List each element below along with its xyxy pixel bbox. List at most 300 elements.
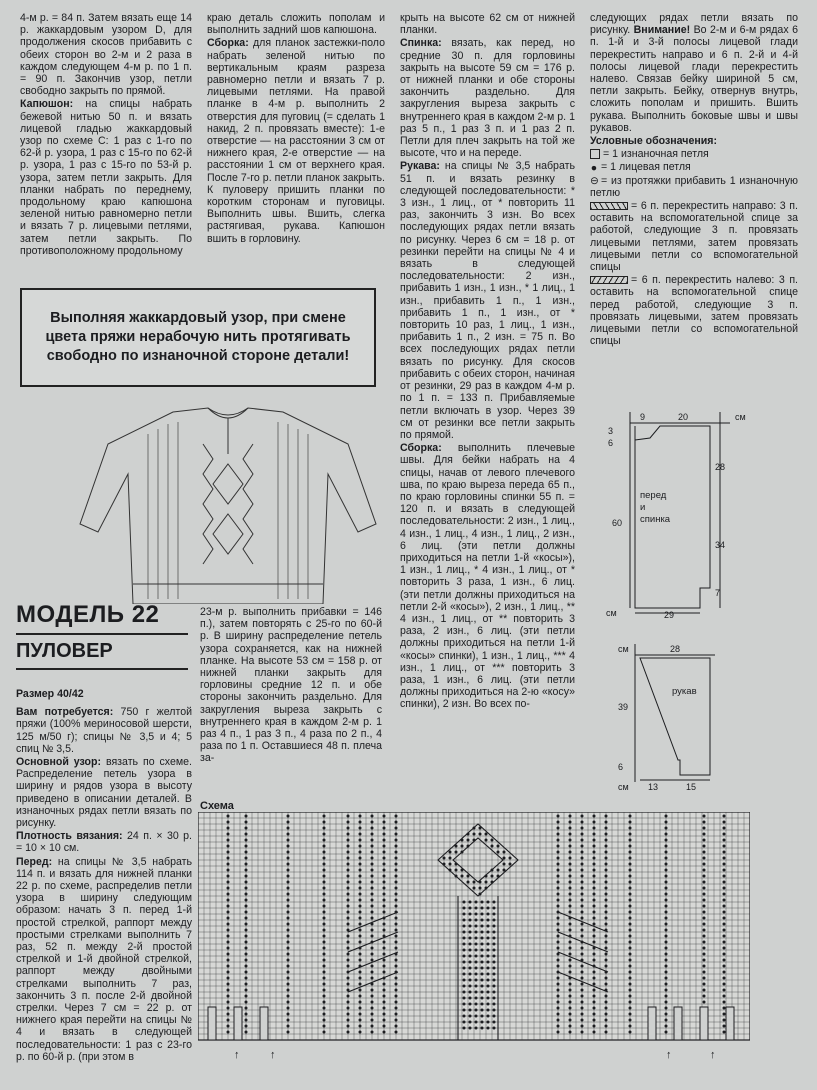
knit-stitch-dot bbox=[605, 965, 608, 968]
knit-stitch-dot bbox=[493, 949, 496, 952]
knit-stitch-dot bbox=[487, 985, 490, 988]
knit-stitch-dot bbox=[723, 815, 726, 818]
knit-stitch-dot bbox=[475, 949, 478, 952]
knit-stitch-dot bbox=[605, 863, 608, 866]
knit-stitch-dot bbox=[629, 953, 632, 956]
knit-stitch-dot bbox=[493, 967, 496, 970]
knit-stitch-dot bbox=[629, 989, 632, 992]
knit-stitch-dot bbox=[723, 917, 726, 920]
knit-stitch-dot bbox=[569, 875, 572, 878]
knit-stitch-dot bbox=[347, 887, 350, 890]
knit-stitch-dot bbox=[323, 869, 326, 872]
knit-stitch-dot bbox=[629, 827, 632, 830]
knit-stitch-dot bbox=[245, 851, 248, 854]
knit-stitch-dot bbox=[487, 1009, 490, 1012]
knit-stitch-dot bbox=[287, 815, 290, 818]
knit-stitch-dot bbox=[469, 991, 472, 994]
knit-stitch-dot bbox=[569, 929, 572, 932]
knit-stitch-dot bbox=[227, 869, 230, 872]
knit-stitch-dot bbox=[245, 989, 248, 992]
knit-stitch-dot bbox=[463, 985, 466, 988]
knit-stitch-dot bbox=[569, 983, 572, 986]
body-measure-diagram bbox=[600, 408, 800, 628]
knit-stitch-dot bbox=[359, 953, 362, 956]
knit-stitch-dot bbox=[593, 941, 596, 944]
knit-stitch-dot bbox=[359, 1001, 362, 1004]
knit-stitch-dot bbox=[481, 967, 484, 970]
knit-stitch-dot bbox=[557, 947, 560, 950]
knit-stitch-dot bbox=[469, 1027, 472, 1030]
measure-label: 6 bbox=[618, 762, 624, 772]
knit-stitch-dot bbox=[383, 1001, 386, 1004]
knit-stitch-dot bbox=[475, 907, 478, 910]
knit-stitch-dot bbox=[347, 821, 350, 824]
knit-stitch-dot bbox=[395, 833, 398, 836]
knit-stitch-dot bbox=[347, 839, 350, 842]
knit-stitch-dot bbox=[629, 965, 632, 968]
knit-stitch-dot bbox=[359, 923, 362, 926]
knit-stitch-dot bbox=[581, 839, 584, 842]
text-column-2 bbox=[207, 12, 385, 246]
knit-stitch-dot bbox=[629, 899, 632, 902]
knit-stitch-dot bbox=[395, 845, 398, 848]
knit-stitch-dot bbox=[347, 1031, 350, 1034]
knit-stitch-dot bbox=[493, 943, 496, 946]
knit-stitch-dot bbox=[395, 893, 398, 896]
knit-stitch-dot bbox=[723, 863, 726, 866]
knit-stitch-dot bbox=[323, 935, 326, 938]
knit-stitch-dot bbox=[383, 959, 386, 962]
knit-stitch-dot bbox=[359, 905, 362, 908]
knit-stitch-dot bbox=[557, 995, 560, 998]
knit-stitch-dot bbox=[227, 839, 230, 842]
knit-stitch-dot bbox=[569, 905, 572, 908]
knit-stitch-dot bbox=[487, 1021, 490, 1024]
knit-stitch-dot bbox=[605, 1031, 608, 1034]
knit-stitch-dot bbox=[503, 851, 506, 854]
knit-stitch-dot bbox=[371, 959, 374, 962]
knit-stitch-dot bbox=[569, 989, 572, 992]
knit-stitch-dot bbox=[481, 985, 484, 988]
knit-stitch-dot bbox=[629, 1031, 632, 1034]
paragraph bbox=[207, 37, 385, 244]
knit-stitch-dot bbox=[481, 919, 484, 922]
knit-stitch-dot bbox=[227, 875, 230, 878]
knit-stitch-dot bbox=[593, 929, 596, 932]
knit-stitch-dot bbox=[347, 851, 350, 854]
knit-stitch-dot bbox=[557, 827, 560, 830]
knit-stitch-dot bbox=[359, 995, 362, 998]
knit-stitch-dot bbox=[469, 967, 472, 970]
knit-stitch-dot bbox=[581, 827, 584, 830]
knit-stitch-dot bbox=[703, 971, 706, 974]
knit-stitch-dot bbox=[323, 971, 326, 974]
knit-stitch-dot bbox=[227, 905, 230, 908]
knit-stitch-dot bbox=[723, 893, 726, 896]
knit-stitch-dot bbox=[475, 1015, 478, 1018]
knit-stitch-dot bbox=[323, 887, 326, 890]
knit-stitch-dot bbox=[503, 863, 506, 866]
knit-stitch-dot bbox=[227, 827, 230, 830]
knit-stitch-dot bbox=[463, 907, 466, 910]
knit-stitch-dot bbox=[227, 1019, 230, 1022]
knit-stitch-dot bbox=[287, 929, 290, 932]
section-text: вязать, как перед, но средние 30 п. для горловины закрыть на высоте 59 см = 176 р. от нижней планки и обе стороны закончить раздельно. Для закругления выреза закрыть с внутреннего края в каждом 2-м р. 1 раз 5 п., 1 раз 3 п. и 1 раз 2 п. Петли для плеч закрыть на той же высоте, что и на переде. bbox=[400, 37, 575, 160]
text-column-1 bbox=[20, 12, 192, 258]
knit-stitch-dot bbox=[227, 821, 230, 824]
knit-stitch-dot bbox=[347, 1013, 350, 1016]
knit-stitch-dot bbox=[395, 881, 398, 884]
knit-stitch-dot bbox=[245, 857, 248, 860]
knit-stitch-dot bbox=[371, 851, 374, 854]
knit-stitch-dot bbox=[493, 961, 496, 964]
knit-stitch-dot bbox=[383, 833, 386, 836]
knit-stitch-dot bbox=[487, 967, 490, 970]
knit-stitch-dot bbox=[581, 995, 584, 998]
knit-stitch-dot bbox=[323, 827, 326, 830]
knit-stitch-dot bbox=[371, 845, 374, 848]
knit-stitch-dot bbox=[629, 863, 632, 866]
knit-stitch-dot bbox=[593, 1025, 596, 1028]
knit-stitch-dot bbox=[469, 913, 472, 916]
knit-stitch-dot bbox=[665, 1031, 668, 1034]
knit-stitch-dot bbox=[469, 901, 472, 904]
knit-stitch-dot bbox=[371, 989, 374, 992]
knit-stitch-dot bbox=[383, 845, 386, 848]
knit-stitch-dot bbox=[557, 935, 560, 938]
knit-stitch-dot bbox=[491, 839, 494, 842]
knit-stitch-dot bbox=[245, 923, 248, 926]
knit-stitch-dot bbox=[509, 863, 512, 866]
knit-stitch-dot bbox=[703, 815, 706, 818]
knitting-chart bbox=[198, 812, 750, 1070]
knit-stitch-dot bbox=[481, 901, 484, 904]
knit-stitch-dot bbox=[485, 833, 488, 836]
knit-stitch-dot bbox=[581, 887, 584, 890]
knit-stitch-dot bbox=[629, 869, 632, 872]
knit-stitch-dot bbox=[481, 1021, 484, 1024]
knit-stitch-dot bbox=[703, 989, 706, 992]
knit-stitch-dot bbox=[383, 1013, 386, 1016]
knit-stitch-dot bbox=[581, 929, 584, 932]
knit-stitch-dot bbox=[593, 923, 596, 926]
knit-stitch-dot bbox=[569, 851, 572, 854]
knit-stitch-dot bbox=[629, 851, 632, 854]
knit-stitch-dot bbox=[605, 1019, 608, 1022]
knit-stitch-dot bbox=[605, 1007, 608, 1010]
knit-stitch-dot bbox=[581, 971, 584, 974]
knit-stitch-dot bbox=[383, 899, 386, 902]
knit-stitch-dot bbox=[245, 1007, 248, 1010]
knit-stitch-dot bbox=[723, 977, 726, 980]
knit-stitch-dot bbox=[245, 959, 248, 962]
knit-stitch-dot bbox=[371, 971, 374, 974]
knit-stitch-dot bbox=[665, 875, 668, 878]
knit-stitch-dot bbox=[557, 863, 560, 866]
knit-stitch-dot bbox=[481, 949, 484, 952]
knit-stitch-dot bbox=[463, 955, 466, 958]
knit-stitch-dot bbox=[245, 983, 248, 986]
knit-stitch-dot bbox=[287, 923, 290, 926]
knit-stitch-dot bbox=[359, 845, 362, 848]
knit-stitch-dot bbox=[245, 893, 248, 896]
knit-stitch-dot bbox=[569, 845, 572, 848]
knit-stitch-dot bbox=[569, 881, 572, 884]
knit-stitch-dot bbox=[371, 953, 374, 956]
knit-stitch-dot bbox=[287, 827, 290, 830]
knit-stitch-dot bbox=[383, 965, 386, 968]
knit-stitch-dot bbox=[569, 833, 572, 836]
measure-label: 9 bbox=[640, 412, 646, 422]
knit-stitch-dot bbox=[581, 953, 584, 956]
knit-stitch-dot bbox=[371, 977, 374, 980]
knit-stitch-dot bbox=[227, 989, 230, 992]
knit-stitch-dot bbox=[287, 965, 290, 968]
knit-stitch-dot bbox=[383, 893, 386, 896]
knit-stitch-dot bbox=[463, 997, 466, 1000]
piece-label: перед bbox=[640, 490, 667, 501]
knit-stitch-dot bbox=[703, 929, 706, 932]
knit-stitch-dot bbox=[347, 893, 350, 896]
knit-stitch-dot bbox=[347, 923, 350, 926]
knit-stitch-dot bbox=[493, 1015, 496, 1018]
measure-label: 7 bbox=[715, 588, 721, 598]
knit-stitch-dot bbox=[371, 965, 374, 968]
knit-stitch-dot bbox=[383, 881, 386, 884]
knit-stitch-dot bbox=[593, 935, 596, 938]
knit-stitch-dot bbox=[703, 911, 706, 914]
knit-stitch-dot bbox=[605, 839, 608, 842]
legend-item: = 6 п. перекрестить направо: 3 п. оставить на вспомогательной спице за работой, следующие 3 п. провязать лицевыми петлями, затем провязать лицевыми петли со вспомогательной спицы bbox=[590, 200, 798, 274]
knit-stitch-dot bbox=[323, 1007, 326, 1010]
knit-stitch-dot bbox=[347, 1001, 350, 1004]
attention-heading: Внимание! bbox=[633, 24, 691, 37]
knit-stitch-dot bbox=[557, 959, 560, 962]
knit-stitch-dot bbox=[569, 1025, 572, 1028]
arrow-marker-icon: ↑ bbox=[234, 1049, 240, 1061]
knit-stitch-dot bbox=[467, 875, 470, 878]
piece-label: спинка bbox=[640, 514, 671, 525]
knit-stitch-dot bbox=[287, 875, 290, 878]
knit-stitch-dot bbox=[469, 919, 472, 922]
knit-stitch-dot bbox=[569, 857, 572, 860]
knit-stitch-dot bbox=[569, 887, 572, 890]
knit-stitch-dot bbox=[371, 1025, 374, 1028]
knit-stitch-dot bbox=[703, 845, 706, 848]
measure-label: 28 bbox=[715, 462, 726, 472]
knit-stitch-dot bbox=[487, 1015, 490, 1018]
knit-stitch-dot bbox=[383, 839, 386, 842]
knit-stitch-dot bbox=[703, 851, 706, 854]
knit-stitch-dot bbox=[323, 923, 326, 926]
knit-stitch-dot bbox=[593, 815, 596, 818]
knit-stitch-dot bbox=[481, 1003, 484, 1006]
knit-stitch-dot bbox=[461, 875, 464, 878]
knit-stitch-dot bbox=[395, 827, 398, 830]
knit-stitch-dot bbox=[703, 887, 706, 890]
knit-stitch-dot bbox=[245, 821, 248, 824]
knit-stitch-dot bbox=[475, 943, 478, 946]
knit-stitch-dot bbox=[493, 907, 496, 910]
knit-stitch-dot bbox=[491, 875, 494, 878]
knit-stitch-dot bbox=[703, 959, 706, 962]
knit-stitch-dot bbox=[347, 1025, 350, 1028]
knit-stitch-dot bbox=[569, 863, 572, 866]
knit-stitch-dot bbox=[629, 887, 632, 890]
knit-stitch-dot bbox=[323, 917, 326, 920]
knit-stitch-dot bbox=[605, 905, 608, 908]
knit-stitch-dot bbox=[493, 979, 496, 982]
knit-stitch-dot bbox=[557, 923, 560, 926]
section-text: на спицы набрать бежевой нитью 50 п. и вязать лицевой гладью жаккардовый узор по схеме С: 1 раз с 1-го по 62-й р. узора, 1 раз с 15-го по 62-й р. узора, 1 раз с 15-го по 53-й р. узора, затем петли закрыть. Для планки набрать по переднему, продольному краю капюшона зеленой нитью равномерно петли и вязать 7 р. лицевыми петлями, затем петли закрыть. По противоположному продольному bbox=[20, 98, 192, 257]
knit-stitch-dot bbox=[347, 959, 350, 962]
knit-stitch-dot bbox=[581, 1001, 584, 1004]
knit-stitch-dot bbox=[557, 905, 560, 908]
knit-stitch-dot bbox=[703, 995, 706, 998]
knit-stitch-dot bbox=[371, 911, 374, 914]
knit-stitch-dot bbox=[287, 905, 290, 908]
knit-stitch-dot bbox=[581, 863, 584, 866]
knit-stitch-dot bbox=[469, 931, 472, 934]
knit-stitch-dot bbox=[593, 851, 596, 854]
knit-stitch-dot bbox=[581, 1007, 584, 1010]
knit-stitch-dot bbox=[593, 881, 596, 884]
knit-stitch-dot bbox=[469, 949, 472, 952]
knit-stitch-dot bbox=[605, 881, 608, 884]
knit-stitch-dot bbox=[703, 941, 706, 944]
knit-stitch-dot bbox=[593, 821, 596, 824]
knit-stitch-dot bbox=[287, 911, 290, 914]
knit-stitch-dot bbox=[395, 935, 398, 938]
knit-stitch-dot bbox=[557, 833, 560, 836]
knit-stitch-dot bbox=[481, 997, 484, 1000]
knit-stitch-dot bbox=[347, 917, 350, 920]
knit-stitch-dot bbox=[383, 887, 386, 890]
knit-stitch-dot bbox=[395, 887, 398, 890]
arrow-marker-icon: ↑ bbox=[270, 1049, 276, 1061]
knit-stitch-dot bbox=[581, 893, 584, 896]
knit-stitch-dot bbox=[581, 869, 584, 872]
knit-stitch-dot bbox=[605, 1025, 608, 1028]
knit-stitch-dot bbox=[593, 959, 596, 962]
knit-stitch-dot bbox=[383, 1019, 386, 1022]
knit-stitch-dot bbox=[569, 995, 572, 998]
knit-stitch-dot bbox=[347, 995, 350, 998]
knit-stitch-dot bbox=[347, 935, 350, 938]
section-heading: Сборка: bbox=[207, 37, 249, 50]
knit-stitch-dot bbox=[359, 971, 362, 974]
knit-stitch-dot bbox=[245, 863, 248, 866]
knit-stitch-dot bbox=[665, 881, 668, 884]
knit-stitch-dot bbox=[475, 919, 478, 922]
knit-stitch-dot bbox=[665, 833, 668, 836]
knit-stitch-dot bbox=[227, 947, 230, 950]
knit-stitch-dot bbox=[287, 845, 290, 848]
knit-stitch-dot bbox=[359, 929, 362, 932]
knit-stitch-dot bbox=[487, 991, 490, 994]
knit-stitch-dot bbox=[569, 827, 572, 830]
knit-stitch-dot bbox=[593, 971, 596, 974]
knit-stitch-dot bbox=[703, 893, 706, 896]
knit-stitch-dot bbox=[487, 997, 490, 1000]
knit-stitch-dot bbox=[359, 833, 362, 836]
knit-stitch-dot bbox=[383, 947, 386, 950]
knit-stitch-dot bbox=[469, 955, 472, 958]
knit-stitch-dot bbox=[605, 815, 608, 818]
knit-stitch-dot bbox=[475, 979, 478, 982]
knit-stitch-dot bbox=[395, 863, 398, 866]
knit-stitch-dot bbox=[493, 973, 496, 976]
knit-stitch-dot bbox=[371, 905, 374, 908]
knit-stitch-dot bbox=[347, 947, 350, 950]
knit-stitch-dot bbox=[665, 983, 668, 986]
knit-stitch-dot bbox=[665, 995, 668, 998]
measure-label: 39 bbox=[618, 702, 629, 712]
knit-stitch-dot bbox=[475, 985, 478, 988]
knit-stitch-dot bbox=[629, 815, 632, 818]
knit-stitch-dot bbox=[503, 857, 506, 860]
knit-stitch-dot bbox=[605, 1001, 608, 1004]
knit-stitch-dot bbox=[481, 925, 484, 928]
knit-stitch-dot bbox=[629, 845, 632, 848]
knit-stitch-dot bbox=[323, 893, 326, 896]
paragraph bbox=[400, 442, 575, 710]
knit-stitch-dot bbox=[287, 935, 290, 938]
knit-stitch-dot bbox=[703, 821, 706, 824]
knit-stitch-dot bbox=[245, 887, 248, 890]
knit-stitch-dot bbox=[463, 943, 466, 946]
knit-stitch-dot bbox=[581, 1031, 584, 1034]
knit-stitch-dot bbox=[227, 923, 230, 926]
knit-stitch-dot bbox=[479, 833, 482, 836]
knit-stitch-dot bbox=[703, 869, 706, 872]
knit-stitch-dot bbox=[371, 1013, 374, 1016]
knit-stitch-dot bbox=[371, 917, 374, 920]
knit-stitch-dot bbox=[481, 979, 484, 982]
knit-stitch-dot bbox=[461, 845, 464, 848]
knit-stitch-dot bbox=[287, 863, 290, 866]
knit-stitch-dot bbox=[323, 821, 326, 824]
knit-stitch-dot bbox=[665, 917, 668, 920]
knit-stitch-dot bbox=[323, 953, 326, 956]
knit-stitch-dot bbox=[605, 875, 608, 878]
knit-stitch-dot bbox=[245, 899, 248, 902]
knit-stitch-dot bbox=[287, 983, 290, 986]
knit-stitch-dot bbox=[593, 917, 596, 920]
knit-stitch-dot bbox=[629, 917, 632, 920]
section-heading: Спинка: bbox=[400, 37, 442, 50]
knit-stitch-dot bbox=[463, 991, 466, 994]
knit-stitch-dot bbox=[493, 937, 496, 940]
knit-stitch-dot bbox=[227, 1031, 230, 1034]
knit-stitch-dot bbox=[287, 1001, 290, 1004]
knit-stitch-dot bbox=[469, 925, 472, 928]
divider bbox=[16, 633, 188, 635]
knit-stitch-dot bbox=[245, 839, 248, 842]
knit-stitch-dot bbox=[323, 899, 326, 902]
knit-stitch-dot bbox=[227, 977, 230, 980]
knit-stitch-dot bbox=[245, 965, 248, 968]
knit-stitch-dot bbox=[383, 1007, 386, 1010]
section-text: выполнить плечевые швы. Для бейки набрать на 4 спицы, начав от левого плечевого шва, по краю выреза переда 65 п., по краю горловины спинки 55 п. = 120 п. и вязать в следующей последовательности: 2 изн., 1 лиц., 4 изн., 1 лиц., 4 изн., 1 лиц., 2 изн., 6 лиц. (эти петли должны приходиться на петли 1-й «косы»), 1 изн., 1 лиц., * 4 изн., 1 лиц., от * повторить 3 раза, 1 изн., 6 лиц. (эти петли должны приходиться на петли 2-й «косы»), 2 изн., 1 лиц., ** 4 изн., 1 лиц., от ** повторить 3 раза, 2 изн., 6 лиц. (эти петли должны приходиться на петли 1-й «косы» спинки), 1 изн., 1 лиц., *** 4 изн., 1 лиц., от *** повторить 3 раза, 1 изн., 6 лиц. (эти петли должны приходиться на 2-ю «косу» спинки), 2 изн. Во всех по- bbox=[400, 442, 575, 711]
knit-stitch-dot bbox=[287, 899, 290, 902]
model-title: МОДЕЛЬ 22 bbox=[16, 601, 160, 628]
knit-stitch-dot bbox=[497, 851, 500, 854]
knit-stitch-dot bbox=[557, 929, 560, 932]
knit-stitch-dot bbox=[227, 1007, 230, 1010]
knit-stitch-dot bbox=[605, 899, 608, 902]
knit-stitch-dot bbox=[581, 983, 584, 986]
